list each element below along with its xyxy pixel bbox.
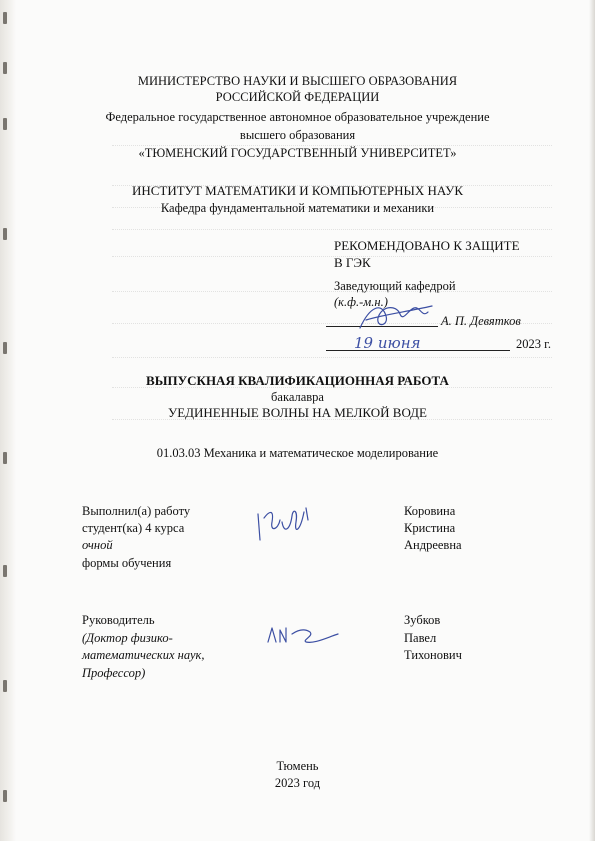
binding-clip xyxy=(3,342,7,354)
approval-line-2: В ГЭК xyxy=(334,255,371,270)
author-line-1: Выполнил(а) работу xyxy=(82,504,191,518)
author-line-2: студент(ка) 4 курса xyxy=(82,521,185,535)
head-signature xyxy=(356,298,436,334)
university-name: «ТЮМЕНСКИЙ ГОСУДАРСТВЕННЫЙ УНИВЕРСИТЕТ» xyxy=(138,146,457,160)
author-line-3: очной xyxy=(82,538,113,552)
author-signature xyxy=(252,500,316,550)
institution-line-2: высшего образования xyxy=(239,128,356,142)
binding-clip xyxy=(3,680,7,692)
approval-year: 2023 г. xyxy=(516,337,551,351)
work-type: ВЫПУСКНАЯ КВАЛИФИКАЦИОННАЯ РАБОТА xyxy=(146,373,449,388)
ministry-line-1: МИНИСТЕРСТВО НАУКИ И ВЫСШЕГО ОБРАЗОВАНИЯ xyxy=(137,74,458,88)
work-title: УЕДИНЕННЫЕ ВОЛНЫ НА МЕЛКОЙ ВОДЕ xyxy=(167,405,427,420)
specialty: 01.03.03 Механика и математическое моделирование xyxy=(156,446,439,460)
author-line-4: формы обучения xyxy=(82,556,172,570)
supervisor-line-3: математических наук, xyxy=(82,648,205,662)
supervisor-patronymic: Тихонович xyxy=(404,648,462,662)
department-name: Кафедра фундаментальной математики и механики xyxy=(160,201,435,215)
supervisor-name: Павел xyxy=(404,631,437,645)
binding-clip xyxy=(3,12,7,24)
supervisor-line-4: Профессор) xyxy=(82,666,146,680)
supervisor-surname: Зубков xyxy=(404,613,441,627)
author-patronymic: Андреевна xyxy=(404,538,462,552)
head-degree: (к.ф.-м.н.) xyxy=(334,295,388,309)
supervisor-line-1: Руководитель xyxy=(82,613,155,627)
work-level: бакалавра xyxy=(271,390,324,404)
handwritten-date xyxy=(352,330,472,354)
ministry-line-2: РОССИЙСКОЙ ФЕДЕРАЦИИ xyxy=(215,90,380,104)
handwritten-date-text: 19 июня xyxy=(354,334,421,352)
author-name: Кристина xyxy=(404,521,456,535)
supervisor-line-2: (Доктор физико- xyxy=(82,631,173,645)
supervisor-signature xyxy=(262,618,342,654)
institution-line-1: Федеральное государственное автономное образовательное учреждение xyxy=(105,110,490,124)
approval-line-1: РЕКОМЕНДОВАНО К ЗАЩИТЕ xyxy=(334,238,520,253)
head-of-department-title: Заведующий кафедрой xyxy=(334,279,456,293)
footer-year: 2023 год xyxy=(274,776,321,790)
head-name: А. П. Девятков xyxy=(441,314,521,328)
binding-clip xyxy=(3,228,7,240)
footer-city: Тюмень xyxy=(276,759,319,773)
institute-name: ИНСТИТУТ МАТЕМАТИКИ И КОМПЬЮТЕРНЫХ НАУК xyxy=(131,183,464,198)
author-surname: Коровина xyxy=(404,504,456,518)
binding-clip xyxy=(3,790,7,802)
binding-clip xyxy=(3,565,7,577)
